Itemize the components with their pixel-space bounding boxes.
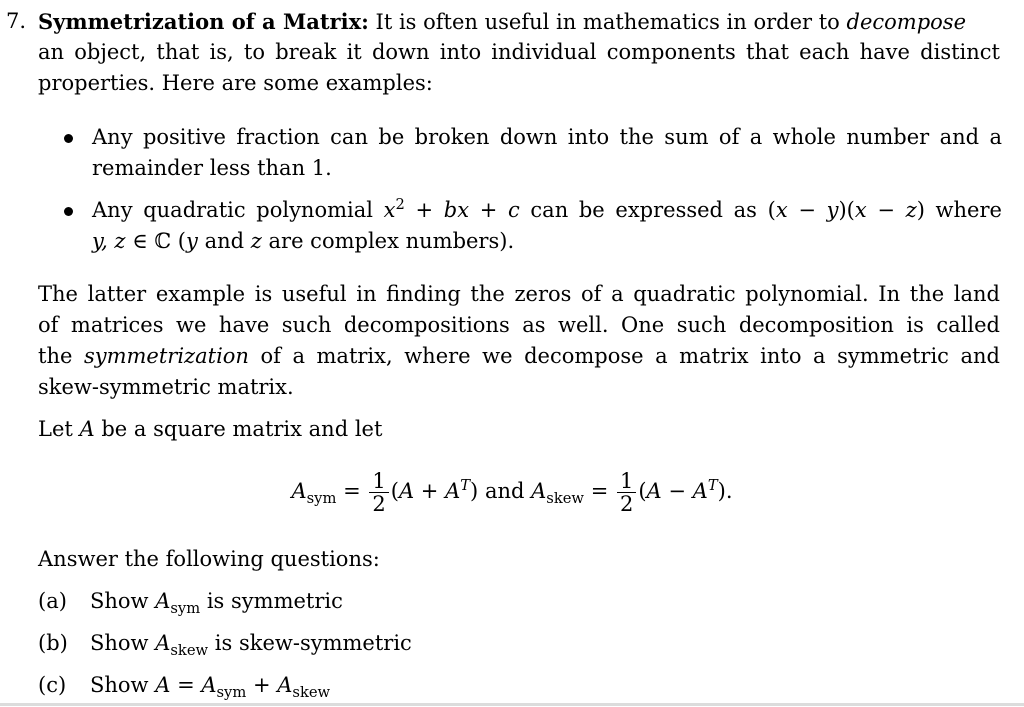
intro-text-1: It is often useful in mathematics in order to (375, 10, 840, 34)
bullet-dot (64, 134, 73, 143)
bullet-2-line2-c: are complex numbers). (268, 229, 515, 253)
factored-expression: (x − y)(x − z) (767, 198, 925, 222)
symmetrization-term: symmetrization (83, 344, 249, 368)
body-line-1: The latter example is useful in finding the zeros of a quadratic polynomial. In the land (38, 282, 1000, 306)
let-statement (38, 414, 1000, 445)
bullet-2-line2-a: ( (177, 229, 186, 253)
bottom-divider (0, 703, 1024, 706)
formula-and: and (484, 479, 525, 503)
question-c (90, 670, 330, 701)
intro-line-3: properties. Here are some examples: (38, 71, 433, 95)
bullet-2-line-2 (92, 226, 1002, 257)
bullet-2-text-c: where (935, 198, 1002, 222)
question-a-label: (a) (38, 589, 67, 613)
body-line-3-a: the (38, 344, 73, 368)
bullet-2-text-a: Any quadratic polynomial (92, 198, 373, 222)
body-line-3 (38, 341, 1000, 372)
let-a: Let (38, 417, 73, 441)
problem-intro (38, 6, 1000, 38)
answer-intro: Answer the following questions: (38, 547, 380, 571)
body-line-2: of matrices we have such decompositions as well. One such decomposition is called (38, 313, 1000, 337)
quadratic-expression: $x^2$ + bx + c (383, 196, 520, 222)
question-b-pre: Show (90, 631, 149, 655)
problem-title: Symmetrization of a Matrix: (38, 9, 369, 34)
a-skew-symbol: $A_{skew}$ (155, 631, 209, 660)
question-c-label: (c) (38, 673, 67, 697)
a-sym-symbol: $A_{sym}$ (291, 479, 337, 508)
question-a (90, 586, 343, 617)
bullet-2-line-1 (92, 195, 1002, 226)
question-a-pre: Show (90, 589, 149, 613)
bullet-dot (64, 207, 73, 216)
question-c-pre: Show (90, 673, 149, 697)
fraction-one-half: $\frac{1}{2}$ (369, 470, 388, 515)
var-z: z (250, 229, 262, 253)
problem-number: 7. (6, 9, 27, 33)
intro-decompose: decompose (846, 10, 966, 34)
var-y: y (186, 229, 198, 253)
intro-line-2: an object, that is, to break it down into individual components that each have distinct (38, 40, 1000, 64)
question-b (90, 628, 412, 659)
fraction-one-half: $\frac{1}{2}$ (617, 470, 636, 515)
bullet-1-line-2: remainder less than 1. (92, 156, 332, 180)
decomposition-identity: $A = A_{sym} + A_{skew}$ (155, 673, 331, 702)
a-sym-symbol: $A_{sym}$ (155, 589, 201, 618)
bullet-2-text-b: can be expressed as (530, 198, 757, 222)
body-line-4: skew-symmetric matrix. (38, 375, 294, 399)
question-b-label: (b) (38, 631, 68, 655)
bullet-1-line-1: Any positive fraction can be broken down into the sum of a whole number and a (92, 125, 1002, 149)
let-b: be a square matrix and let (101, 417, 383, 441)
matrix-A: A (79, 417, 95, 441)
a-skew-symbol: $A_{skew}$ (531, 479, 584, 508)
body-line-3-b: of a matrix, where we decompose a matrix into a symmetric and (260, 344, 1000, 368)
symmetrization-formula: $A_{sym}$ = $\frac{1}{2}$ $(A + A^T)$ and $A_{skew}$ = $\frac{1}{2}$ $(A - A^T)$. (291, 469, 733, 516)
question-a-post: is symmetric (206, 589, 343, 613)
bullet-2-line2-b: and (204, 229, 245, 253)
complex-membership: y, z ∈ ℂ (92, 229, 172, 253)
question-b-post: is skew-symmetric (214, 631, 412, 655)
